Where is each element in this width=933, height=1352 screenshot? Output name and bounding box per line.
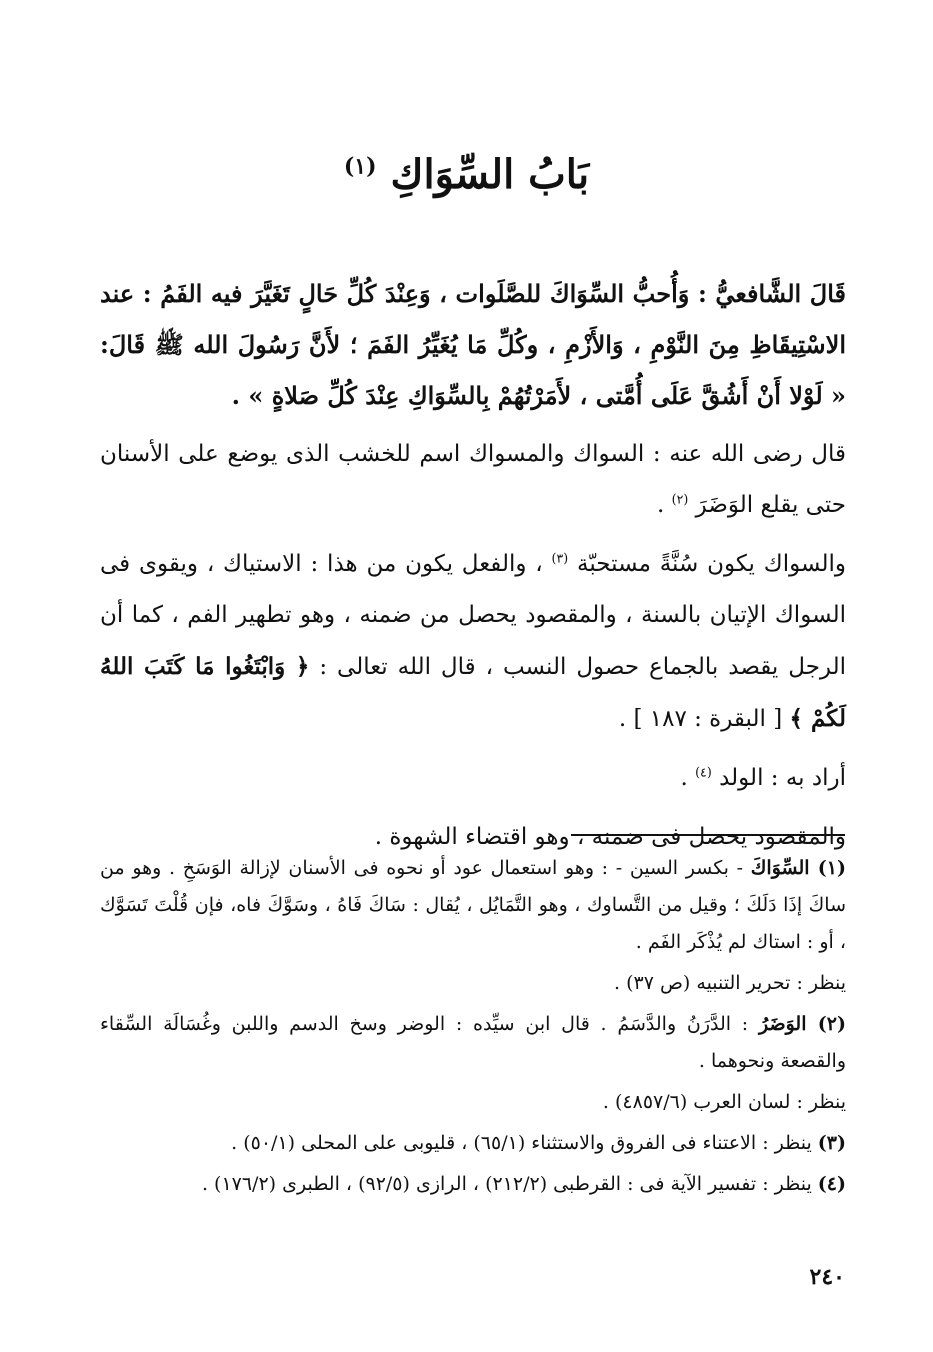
footnote-3: [100, 1125, 846, 1162]
footnote-text: : الدَّرَنُ والدَّسَمُ . قال ابن سيِّده : الوضر وسخ الدسم واللبن وغُسَالَة السِّقاء والقصعة ونحوهما .: [100, 1013, 846, 1072]
footnotes: [100, 850, 846, 1207]
paragraph-text: قَالَ الشَّافعيُّ : وَأُحبُّ السِّوَاكَ للصَّلَوات ، وَعِنْدَ كُلِّ حَالٍ تَغَيَّرَ فيه الفَمُ : عند الاسْتِيقَاظِ مِنَ النَّوْمِ ، وَالأَزْمِ ، وكُلِّ مَا يُغَيِّرُ الفَمَ ؛ لأَنَّ رَسُولَ الله ﷺ قَالَ: « لَوْلا أَنْ أَشُقَّ عَلَى أُمَّتى ، لأَمَرْتُهُمْ بِالسِّوَاكِ عِنْدَ كُلِّ صَلاةٍ » .: [100, 279, 846, 410]
paragraph-shafii-quote: [100, 268, 846, 421]
paragraph-text: قال رضى الله عنه : السواك والمسواك اسم للخشب الذى يوضع على الأسنان حتى يقلع الوَضَرَ: [100, 441, 846, 518]
footnote-text: ينظر : لسان العرب (٤٨٥٧/٦) .: [602, 1091, 846, 1113]
footnote-head: (٤): [817, 1173, 846, 1195]
footnote-divider: [571, 834, 845, 836]
paragraph-text: والمقصود يحصل فى ضمنه ، وهو اقتضاء الشهوة .: [374, 824, 846, 850]
chapter-title-footnote-ref: (١): [343, 153, 377, 180]
footnote-ref: (٢): [671, 491, 689, 507]
paragraph-siwak-definition: [100, 429, 846, 531]
footnote-head: (١) السِّوَاكَ: [750, 857, 846, 879]
footnote-text: ينظر : تحرير التنبيه (ص ٣٧) .: [614, 972, 846, 994]
footnote-1: [100, 850, 846, 961]
footnote-ref: (٣): [551, 550, 569, 566]
quran-verse: ﴿ وَابْتَغُوا مَا كَتَبَ اللهُ لَكُمْ ﴾: [100, 653, 846, 732]
paragraph-tail: .: [680, 765, 688, 791]
footnote-head: (٢) الوَضَرُ: [758, 1013, 847, 1035]
footnote-2: [100, 1006, 846, 1080]
footnote-1-source: [100, 965, 846, 1002]
footnote-2-source: [100, 1084, 846, 1121]
footnote-4: [100, 1166, 846, 1203]
footnote-text: ينظر : الاعتناء فى الفروق والاستثناء (٦٥/١) ، قليوبى على المحلى (٥٠/١) .: [231, 1132, 818, 1154]
chapter-title: [0, 140, 933, 210]
chapter-title-text: بَابُ السِّوَاكِ: [390, 151, 590, 198]
main-text: [100, 268, 846, 871]
paragraph-tail: .: [657, 492, 665, 518]
paragraph-siwak-sunnah: [100, 539, 846, 745]
verse-citation: [ البقرة : ١٨٧ ] .: [618, 706, 783, 732]
paragraph-tail: ، والفعل يكون من هذا : الاستياك ، ويقوى فى السواك الإتيان بالسنة ، والمقصود يحصل من ضمنه ، وهو تطهير الفم ، كما أن الرجل يقصد بالجماع حصول النسب ، قال الله تعالى :: [100, 551, 846, 680]
footnote-text: ينظر : تفسير الآية فى : القرطبى (٢١٢/٢) ، الرازى (٩٢/٥) ، الطبرى (١٧٦/٢) .: [201, 1173, 818, 1195]
footnote-head: (٣): [817, 1132, 846, 1154]
footnote-ref: (٤): [695, 764, 712, 780]
paragraph-text: أراد به : الولد: [719, 765, 846, 791]
page-number: ٢٤٠: [809, 1264, 845, 1290]
footnote-text: - بكسر السين - : وهو استعمال عود أو نحوه فى الأسنان لإزالة الوَسَخِ . وهو من ساكَ إذَا دَلَكَ ؛ وقيل من التَّساوك ، وهو التَّمَايُل ، يُقال : سَاكَ فَاهُ ، وسَوَّكَ فاه، فإن قُلْتَ تَسَوَّك ، أو : استاك لم يُذْكَر الفَم .: [100, 857, 846, 953]
paragraph-meaning: [100, 753, 846, 804]
paragraph-text: والسواك يكون سُنَّةً مستحبّة: [577, 551, 847, 577]
